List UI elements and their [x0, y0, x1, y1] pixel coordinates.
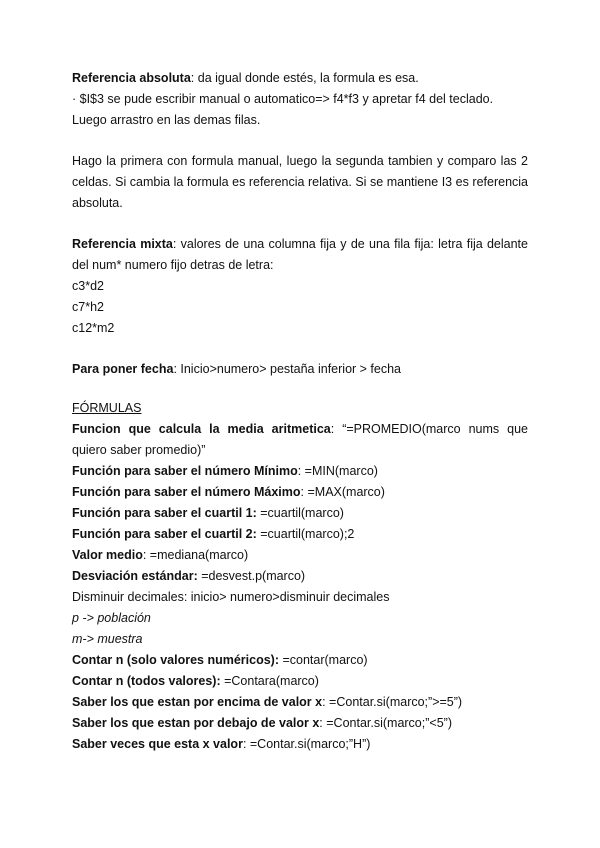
mixed-example: c12*m2 [72, 321, 115, 335]
count-label: Saber veces que esta x valor [72, 737, 243, 751]
formula-label: Función para saber el cuartil 2: [72, 527, 257, 541]
relative-reference-paragraph: Hago la primera con formula manual, luego la segunda tambien y comparo las 2 celdas. Si cambia la formula es referencia relativa. Si se mantiene I3 es referencia absoluta. [72, 154, 528, 210]
count-text: : =Contar.si(marco;”<5”) [319, 716, 452, 730]
absolute-reference-shortcut: · $I$3 se pude escribir manual o automatico=> f4*f3 y apretar f4 del teclado. [72, 92, 494, 106]
spacer [72, 131, 528, 151]
formula-line [72, 503, 528, 524]
mixed-reference-line [72, 234, 528, 276]
count-label: Saber los que estan por encima de valor x [72, 695, 323, 709]
count-label: Contar n (todos valores): [72, 674, 221, 688]
formula-text: =cuartil(marco);2 [256, 527, 355, 541]
formula-label: Valor medio [72, 548, 143, 562]
formula-line [72, 461, 528, 482]
formula-label: Función para saber el número Máximo [72, 485, 301, 499]
formula-line [72, 419, 528, 461]
date-line [72, 359, 528, 380]
sample-line: m-> muestra [72, 632, 143, 646]
count-text: =contar(marco) [278, 653, 368, 667]
mixed-reference-label: Referencia mixta [72, 237, 173, 251]
spacer [72, 380, 528, 398]
formula-line [72, 566, 528, 587]
formula-label: Función para saber el cuartil 1: [72, 506, 257, 520]
count-text: : =Contar.si(marco;”>=5”) [322, 695, 463, 709]
mixed-example: c3*d2 [72, 279, 104, 293]
count-line [72, 734, 528, 755]
formula-text: : =mediana(marco) [142, 548, 249, 562]
formula-label: Desviación estándar: [72, 569, 198, 583]
formula-text: : “=PROMEDIO(marco nums que quiero saber promedio)” [72, 422, 528, 457]
count-line [72, 713, 528, 734]
absolute-reference-drag: Luego arrastro en las demas filas. [72, 113, 261, 127]
formula-line [72, 524, 528, 545]
formula-text: =cuartil(marco) [256, 506, 344, 520]
count-line [72, 692, 528, 713]
count-line [72, 650, 528, 671]
mixed-example: c7*h2 [72, 300, 104, 314]
absolute-reference-label: Referencia absoluta [72, 71, 191, 85]
formulas-heading: FÓRMULAS [72, 401, 142, 415]
population-line: p -> población [72, 611, 151, 625]
formula-label: Función para saber el número Mínimo [72, 464, 298, 478]
date-text: : Inicio>numero> pestaña inferior > fecha [173, 362, 402, 376]
spacer [72, 214, 528, 234]
date-label: Para poner fecha [72, 362, 174, 376]
absolute-reference-text: : da igual donde estés, la formula es esa. [190, 71, 419, 85]
document-body [72, 68, 528, 755]
formula-text: : =MIN(marco) [297, 464, 378, 478]
formula-line [72, 545, 528, 566]
absolute-reference-line [72, 68, 528, 89]
formula-line [72, 482, 528, 503]
count-line [72, 671, 528, 692]
spacer [72, 339, 528, 359]
count-label: Saber los que estan por debajo de valor x [72, 716, 320, 730]
count-text: =Contara(marco) [220, 674, 319, 688]
mixed-reference-text: : valores de una columna fija y de una fila fija: letra fija delante del num* numero fijo detras de letra: [72, 237, 528, 272]
formula-text: =desvest.p(marco) [197, 569, 306, 583]
count-text: : =Contar.si(marco;”H”) [242, 737, 371, 751]
formula-text: : =MAX(marco) [300, 485, 385, 499]
decimals-line: Disminuir decimales: inicio> numero>disminuir decimales [72, 590, 390, 604]
count-label: Contar n (solo valores numéricos): [72, 653, 279, 667]
formula-label: Funcion que calcula la media aritmetica [72, 422, 331, 436]
